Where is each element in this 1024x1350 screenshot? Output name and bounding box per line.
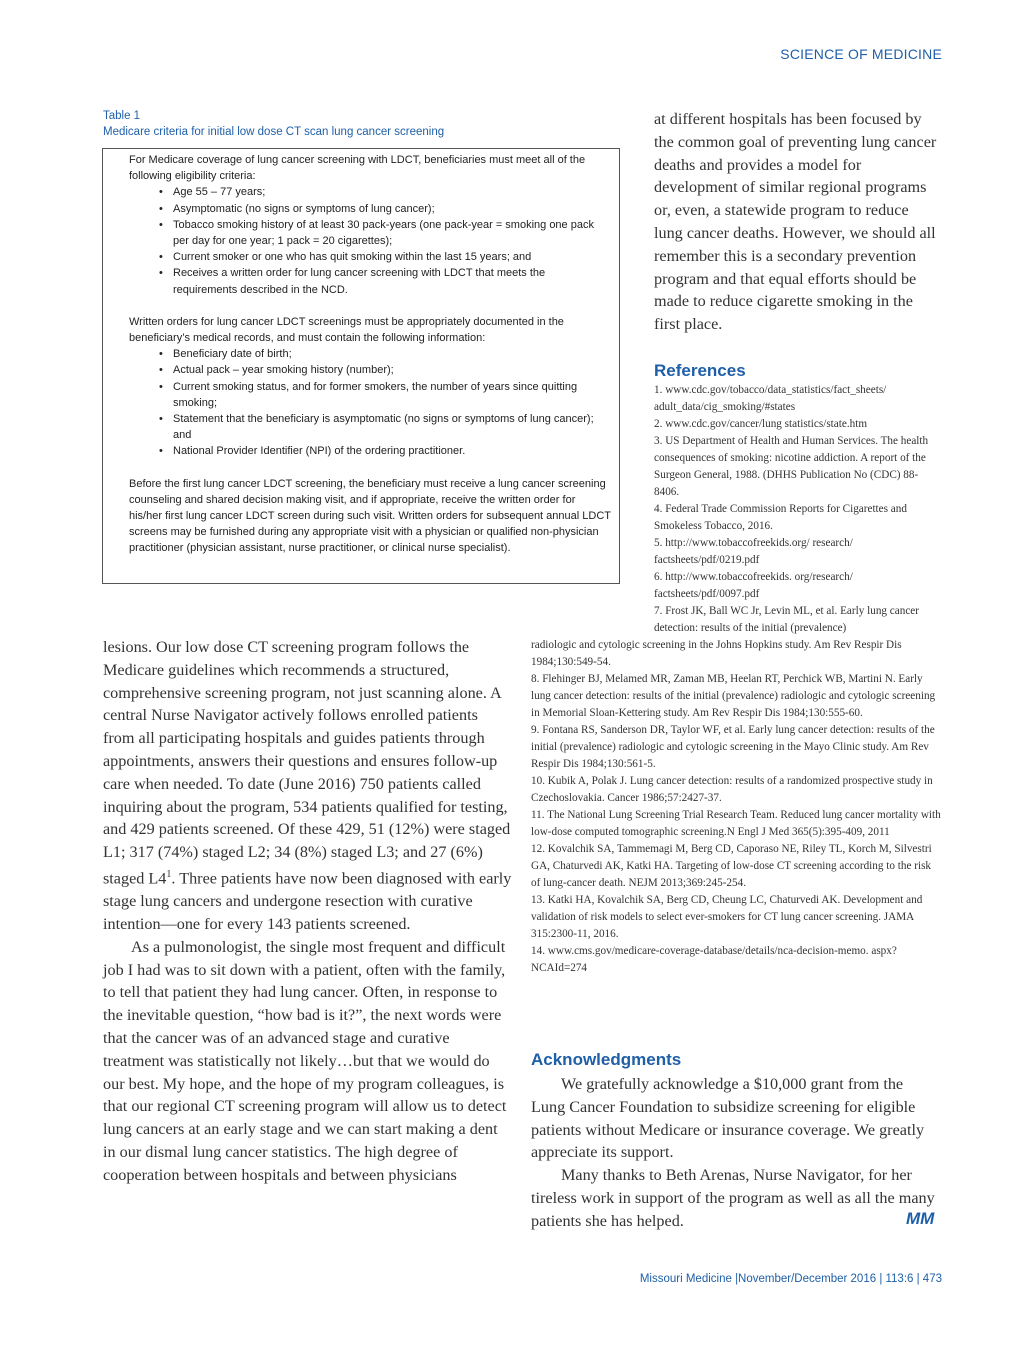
- left-column-text: [103, 636, 513, 1187]
- paragraph: Many thanks to Beth Arenas, Nurse Navigator, for her tireless work in support of the program as well as all the many patients she has helped.: [531, 1166, 935, 1230]
- list-item: • Actual pack – year smoking history (number);: [159, 364, 394, 377]
- reference-item: 6. http://www.tobaccofreekids. org/research/ factsheets/pdf/0097.pdf: [654, 571, 853, 600]
- right-column-text: [654, 108, 940, 336]
- reference-item: 9. Fontana RS, Sanderson DR, Taylor WF, et al. Early lung cancer detection: results of the initial (prevalence) radiologic and cytologic screening in the Mayo Clinic study. Am Rev Respir Dis 1984;130:561-5.: [531, 724, 935, 770]
- table-closing: Before the first lung cancer LDCT screening, the beneficiary must receive a lung cancer screening counseling and shared decision making visit, and if appropriate, receive the written order for his/her first lung cancer LDCT screen during such visit. Written orders for subsequent annual LDCT screens may be furnished during any appropriate visit with a physician or qualified non-physician practitioner (physician assistant, nurse practitioner, or clinical nurse specialist).: [129, 477, 611, 555]
- medicare-criteria-table: [102, 148, 620, 584]
- table-number: Table 1: [103, 110, 141, 122]
- reference-item: 11. The National Lung Screening Trial Research Team. Reduced lung cancer mortality with low-dose computed tomographic screening.N Engl J Med 365(5):395-409, 2011: [531, 809, 941, 838]
- list-item: • Tobacco smoking history of at least 30 pack-years (one pack-year = smoking one pack per day for one year; 1 pack = 20 cigarettes);: [159, 218, 594, 248]
- orders-list: [129, 346, 611, 459]
- list-item: • Statement that the beneficiary is asymptomatic (no signs or symptoms of lung cancer); and: [159, 413, 594, 442]
- reference-item: 5. http://www.tobaccofreekids.org/ research/ factsheets/pdf/0219.pdf: [654, 537, 853, 566]
- reference-item: 8. Flehinger BJ, Melamed MR, Zaman MB, Heelan RT, Perchick WB, Martini N. Early lung cancer detection: results of the initial (prevalence) radiologic and cytologic screening in Memorial Sloan-Kettering study. Am Rev Respir Dis 1984;130:555-60.: [531, 673, 936, 719]
- reference-item: 1. www.cdc.gov/tobacco/data_statistics/fact_sheets/ adult_data/cig_smoking/#states: [654, 384, 887, 413]
- eligibility-list: [129, 184, 611, 297]
- reference-item: 3. US Department of Health and Human Services. The health consequences of smoking: nicotine addiction. A report of the Surgeon General, 1988. (DHHS Publication No (CDC) 88-8406.: [654, 435, 929, 498]
- table-caption: Medicare criteria for initial low dose CT scan lung cancer screening: [103, 126, 445, 138]
- table-caption-block: [103, 108, 444, 140]
- footnote-marker: 1: [166, 868, 172, 880]
- list-item: • Asymptomatic (no signs or symptoms of lung cancer);: [159, 202, 435, 215]
- acknowledgments-heading: Acknowledgments: [531, 1050, 682, 1069]
- reference-item: 4. Federal Trade Commission Reports for Cigarettes and Smokeless Tobacco, 2016.: [654, 503, 907, 532]
- paragraph: lesions. Our low dose CT screening program follows the Medicare guidelines which recommends a structured, comprehensive screening program, not just scanning alone. A central Nurse Navigator actively follows enrolled patients from all participating hospitals and guides patients through appointments, answers their questions and ensures follow-up care when needed. To date (June 2016) 750 patients called inquiring about the program, 534 patients qualified for testing, and 429 patients screened. Of these 429, 51 (12%) were staged L1; 317 (74%) staged L2; 34 (8%) staged L3; and 27 (6%) staged $L4^1$. Three patients have now been diagnosed with early stage lung cancers and undergone resection with curative intention—one for every 143 patients screened.: [103, 638, 512, 933]
- table-intro: For Medicare coverage of lung cancer screening with LDCT, beneficiaries must meet all of the following eligibility criteria:: [129, 154, 586, 183]
- references-list-wide: [531, 637, 941, 977]
- list-item: • National Provider Identifier (NPI) of the ordering practitioner.: [159, 445, 466, 458]
- mm-logo: MM: [906, 1209, 935, 1228]
- list-item: • Receives a written order for lung cancer screening with LDCT that meets the requirements described in the NCD.: [159, 267, 546, 296]
- section-header: SCIENCE OF MEDICINE: [780, 46, 942, 62]
- reference-item: 7. Frost JK, Ball WC Jr, Levin ML, et al. Early lung cancer detection: results of the initial (prevalence): [654, 605, 919, 634]
- references-list-top: [654, 382, 940, 637]
- reference-item: 13. Katki HA, Kovalchik SA, Berg CD, Cheung LC, Chaturvedi AK. Development and validation of risk models to select ever-smokers for CT lung cancer screening. JAMA 315:2300-11, 2016.: [531, 894, 923, 940]
- list-item: • Current smoker or one who has quit smoking within the last 15 years; and: [159, 251, 532, 264]
- reference-item: 12. Kovalchik SA, Tammemagi M, Berg CD, Caporaso NE, Riley TL, Korch M, Silvestri GA, Chaturvedi AK, Katki HA. Targeting of low-dose CT screening according to the risk of lung-cancer death. NEJM 2013;369:245-254.: [531, 843, 932, 889]
- reference-item: 10. Kubik A, Polak J. Lung cancer detection: results of a randomized prospective study in Czechoslovakia. Cancer 1986;57:2427-37.: [531, 775, 933, 804]
- list-item: • Age 55 – 77 years;: [159, 186, 266, 199]
- list-item: • Current smoking status, and for former smokers, the number of years since quitting smoking;: [159, 380, 578, 409]
- reference-item: 14. www.cms.gov/medicare-coverage-database/details/nca-decision-memo. aspx?NCAId=274: [531, 945, 897, 974]
- paragraph: at different hospitals has been focused by the common goal of preventing lung cancer deaths and provides a model for development of similar regional programs or, even, a statewide program to reduce lung cancer deaths. However, we should all remember this is a secondary prevention program and that equal efforts should be made to reduce cigarette smoking in the first place.: [654, 110, 937, 334]
- orders-intro: Written orders for lung cancer LDCT screenings must be appropriately documented in the beneficiary’s medical records, and must contain the following information:: [129, 315, 564, 345]
- paragraph: We gratefully acknowledge a $10,000 grant from the Lung Cancer Foundation to subsidize screening for eligible patients without Medicare or insurance coverage. We greatly appreciate its support.: [531, 1075, 925, 1162]
- page-footer: Missouri Medicine |November/December 2016 | 113:6 | 473: [639, 1273, 942, 1285]
- acknowledgments-text: [531, 1073, 941, 1233]
- reference-item: 2. www.cdc.gov/cancer/lung statistics/state.htm: [654, 418, 868, 430]
- list-item: • Beneficiary date of birth;: [159, 348, 292, 361]
- reference-item: radiologic and cytologic screening in the Johns Hopkins study. Am Rev Respir Dis 1984;130:549-54.: [531, 639, 902, 668]
- references-heading: References: [654, 361, 746, 380]
- paragraph: As a pulmonologist, the single most frequent and difficult job I had was to sit down with a patient, often with the family, to tell that patient they had lung cancer. Often, in response to the inevitable question, “how bad is it?”, the next words were that the cancer was of an advanced stage and curative treatment was statistically not likely…but that we would do our best. My hope, and the hope of my program colleagues, is that our regional CT screening program will allow us to detect lung cancers at an early stage and we can start making a dent in our dismal lung cancer statistics. The high degree of cooperation between hospitals and between physicians: [103, 937, 507, 1184]
